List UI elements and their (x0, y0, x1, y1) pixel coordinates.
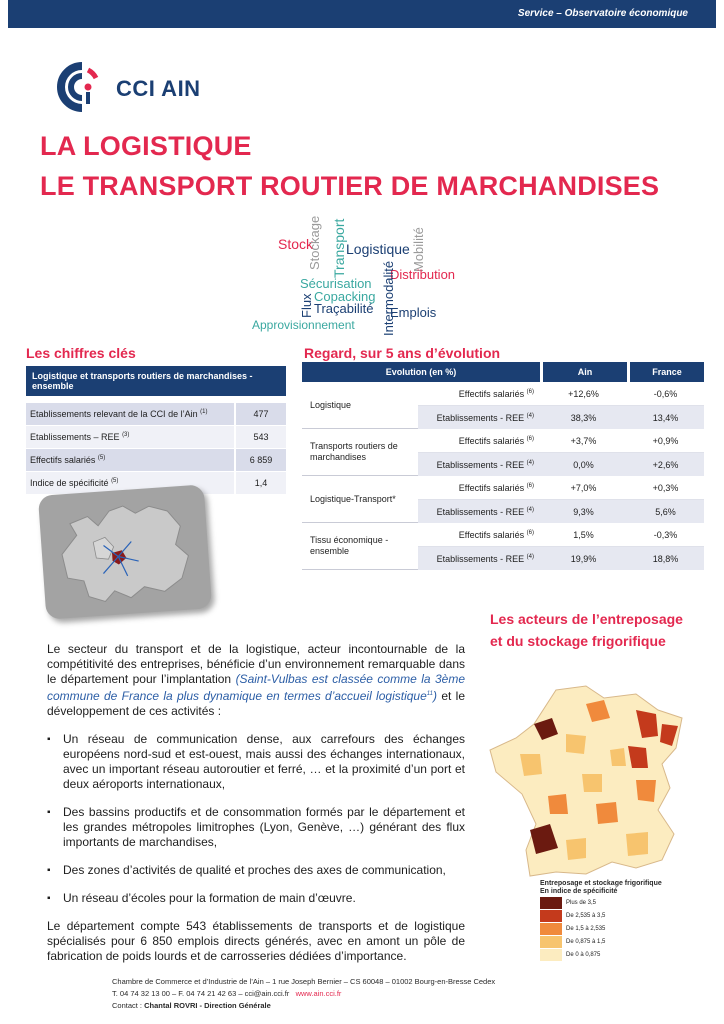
cloud-word-distribution: Distribution (390, 267, 456, 282)
acteurs-heading: Les acteurs de l’entreposage et du stockage frigorifique (490, 611, 683, 649)
service-label: Service – Observatoire économique (517, 8, 688, 19)
table-row: Transports routiers de marchandises Effectifs salariés $^{(6)}$ +3,7% +0,9% (302, 429, 704, 453)
website-link[interactable]: www.ain.cci.fr (295, 989, 342, 998)
key-figures-table (26, 366, 286, 495)
cloud-word-intermodalite: Intermodalité (381, 260, 396, 336)
cloud-word-transport: Transport (331, 218, 347, 278)
footer (112, 976, 495, 1012)
cci-logo-icon (52, 62, 108, 112)
list-item: ▪ Un réseau d’écoles pour la formation de main d’œuvre. (63, 891, 465, 906)
page-title-line1: LA LOGISTIQUE (40, 131, 252, 161)
footer-address: Chambre de Commerce et d’Industrie de l’Ain – 1 rue Joseph Bernier – CS 60048 – 01002 Bourg-en-Bresse Cedex (112, 977, 496, 986)
legend-subtitle: En indice de spécificité (540, 888, 618, 895)
legend-item: De 2,535 à 3,5 (540, 909, 700, 922)
footer-contact-line: T. 04 74 32 13 00 – F. 04 74 21 42 63 – cci@ain.cci.fr www.ain.cci.fr (112, 989, 342, 998)
table-row: Etablissements - REE $^{(4)}$ 38,3% 13,4% (302, 406, 704, 429)
cci-logo (52, 62, 212, 112)
cloud-word-mobilite: Mobilité (411, 227, 426, 272)
key-figures-heading: Les chiffres clés (26, 345, 136, 361)
table-row: Logistique-Transport* Effectifs salariés $^{(6)}$ +7,0% +0,3% (302, 476, 704, 500)
table-row: Etablissements - REE $^{(4)}$ 0,0% +2,6% (302, 453, 704, 476)
table-row: Indice de spécificité $^{(5)}$ 1,4 (26, 472, 286, 495)
legend-item: De 0 à 0,875 (540, 948, 700, 961)
cloud-word-approvisionnement: Approvisionnement (252, 318, 355, 332)
table-row: Etablissements – REE $^{(3)}$ 543 (26, 426, 286, 449)
cloud-word-stockage: Stockage (307, 215, 322, 270)
table-row: Etablissements - REE $^{(4)}$ 9,3% 5,6% (302, 500, 704, 523)
list-item: ▪ Des bassins productifs et de consommation formés par le département et les grandes métropoles limitrophes (Lyon, Genève, …) générant des flux importants de marchandises, (63, 805, 465, 850)
cloud-word-emplois: Emplois (390, 305, 437, 320)
closing-paragraph: Le département compte 543 établissements de transports et de logistique spécialisés pour 6 850 emplois directs générés, avec en amont un pôle de fabrication de poids lourds et de carrosseries dédiées d’importance. (47, 919, 465, 963)
table-row: Etablissements - REE $^{(4)}$ 19,9% 18,8% (302, 547, 704, 570)
legend-item: Plus de 3,5 (540, 896, 700, 909)
header-bar (8, 0, 716, 28)
body-text (47, 642, 465, 964)
legend-title: Entreposage et stockage frigorifique (540, 880, 662, 887)
legend-item: De 1,5 à 2,535 (540, 922, 700, 935)
europe-map-icon (38, 484, 212, 619)
cloud-word-logistique: Logistique (346, 241, 410, 257)
evolution-col-france: France (627, 362, 704, 382)
footer-contact-person: Contact : Chantal ROVRI - Direction Générale (112, 1001, 271, 1010)
list-item: ▪ Un réseau de communication dense, aux carrefours des échanges européens nord-sud et est-ouest, mais aussi des échanges internationaux, avec un important réseau autoroutier et ferré, … et la proximité d’un port et deux aéroports internationaux, (63, 732, 465, 792)
page-title-line2: LE TRANSPORT ROUTIER DE MARCHANDISES (40, 171, 660, 201)
cloud-word-flux: Flux (299, 293, 314, 318)
france-map (486, 684, 696, 884)
cloud-word-securisation: Sécurisation (300, 276, 372, 291)
logo-text: CCI AIN (116, 76, 201, 101)
advantages-list (47, 732, 465, 906)
cloud-word-tracabilite: Traçabilité (314, 301, 374, 316)
legend-item: De 0,875 à 1,5 (540, 935, 700, 948)
table-row: Logistique Effectifs salariés $^{(6)}$ +12,6% -0,6% (302, 382, 704, 406)
evolution-col-ain: Ain (540, 362, 627, 382)
cloud-word-copacking: Copacking (314, 289, 376, 304)
europe-map-image (38, 484, 212, 619)
list-item: ▪ Des zones d’activités de qualité et proches des axes de communication, (63, 863, 465, 878)
evolution-table (302, 362, 704, 570)
table-row: Effectifs salariés $^{(5)}$ 6 859 (26, 449, 286, 472)
table-row: Tissu économique - ensemble Effectifs salariés $^{(6)}$ 1,5% -0,3% (302, 523, 704, 547)
cloud-word-stock: Stock (278, 236, 314, 252)
word-cloud (248, 210, 488, 338)
evolution-col-main: Evolution (en %) (302, 362, 540, 382)
intro-paragraph: Le secteur du transport et de la logistique, acteur incontournable de la compétitivité des entreprises, bénéficie d’un environnement remarquable dans le département pour l’implantation (Saint-Vulbas est classée comme la 3ème commune de France la plus dynamique en termes d’accueil logistique$^{11}$) et le développement de ces activités : (47, 642, 465, 718)
table-row: Etablissements relevant de la CCI de l’Ain $^{(1)}$ 477 (26, 403, 286, 426)
evolution-heading: Regard, sur 5 ans d’évolution (304, 345, 501, 361)
key-figures-table-header: Logistique et transports routiers de marchandises - ensemble (26, 366, 286, 396)
map-legend (540, 880, 700, 961)
